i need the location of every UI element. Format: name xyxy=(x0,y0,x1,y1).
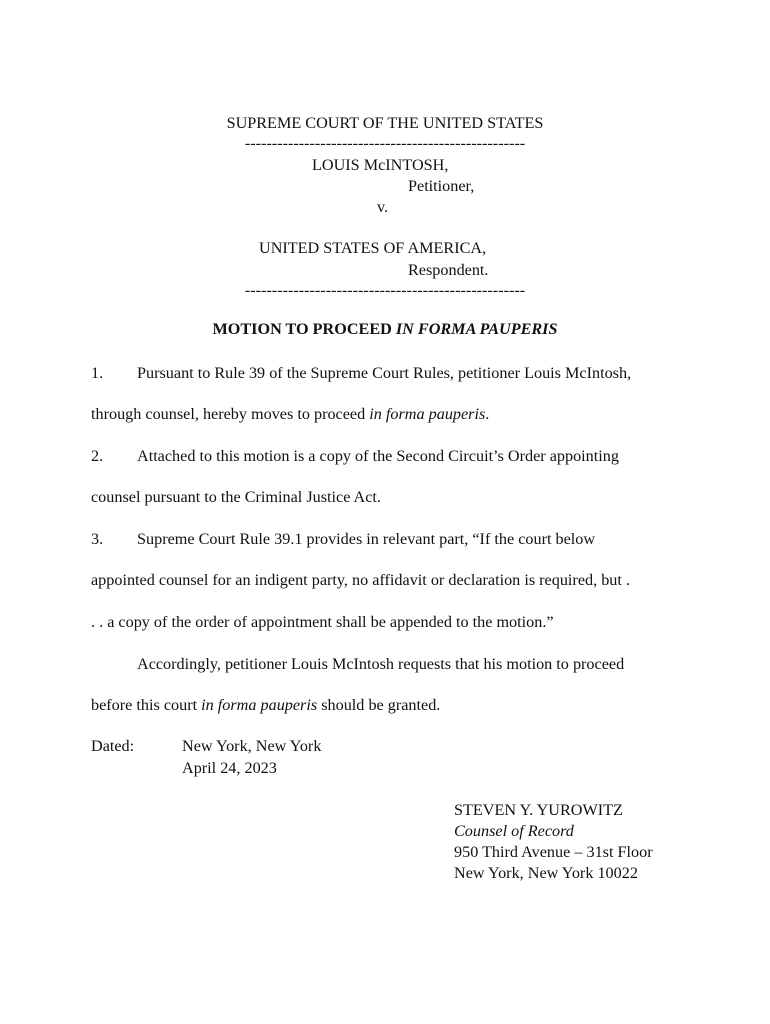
versus: v. xyxy=(377,198,389,216)
paragraph-1-line-2-text: through counsel, hereby moves to proceed xyxy=(91,405,370,423)
paragraph-4-end: should be granted. xyxy=(317,696,441,714)
paragraph-4-line-1: Accordingly, petitioner Louis McIntosh requests that his motion to proceed xyxy=(137,655,625,673)
dated-label: Dated: xyxy=(91,737,135,755)
paragraph-4-line-2 xyxy=(91,697,440,713)
respondent-role: Respondent. xyxy=(408,261,489,279)
paragraph-1-line-2 xyxy=(91,406,489,422)
petitioner-role: Petitioner, xyxy=(408,177,475,195)
respondent-name: UNITED STATES OF AMERICA, xyxy=(259,239,487,257)
paragraph-1-end: . xyxy=(485,405,490,423)
paragraph-2-number: 2. xyxy=(91,447,104,465)
paragraph-4-line-2-text: before this court xyxy=(91,696,202,714)
paragraph-3-line-3: . . a copy of the order of appointment shall be appended to the motion.” xyxy=(91,613,554,631)
paragraph-3-line-1: Supreme Court Rule 39.1 provides in relevant part, “If the court below xyxy=(137,530,596,548)
signer-title: Counsel of Record xyxy=(454,822,574,840)
paragraph-3-line-2: appointed counsel for an indigent party, no affidavit or declaration is required, but . xyxy=(91,571,630,589)
caption-rule-top: ---------------------------------------------------- xyxy=(244,134,526,152)
motion-title-plain: MOTION TO PROCEED xyxy=(212,320,396,338)
paragraph-4-italic: in forma pauperis xyxy=(201,696,318,714)
caption-rule-bottom: ---------------------------------------------------- xyxy=(244,281,526,299)
paragraph-3-number: 3. xyxy=(91,530,104,548)
petitioner-name: LOUIS McINTOSH, xyxy=(312,156,449,174)
signer-name: STEVEN Y. YUROWITZ xyxy=(454,801,623,819)
signer-address-line-1: 950 Third Avenue – 31st Floor xyxy=(454,843,653,861)
court-name: SUPREME COURT OF THE UNITED STATES xyxy=(226,114,544,132)
motion-title xyxy=(0,321,770,337)
paragraph-1-italic: in forma pauperis xyxy=(369,405,486,423)
paragraph-1-number: 1. xyxy=(91,364,104,382)
dated-date: April 24, 2023 xyxy=(182,759,277,777)
motion-title-italic: IN FORMA PAUPERIS xyxy=(395,320,558,338)
paragraph-2-line-2: counsel pursuant to the Criminal Justice Act. xyxy=(91,488,381,506)
signer-address-line-2: New York, New York 10022 xyxy=(454,864,638,882)
paragraph-2-line-1: Attached to this motion is a copy of the Second Circuit’s Order appointing xyxy=(137,447,619,465)
paragraph-1-line-1: Pursuant to Rule 39 of the Supreme Court Rules, petitioner Louis McIntosh, xyxy=(137,364,632,382)
dated-place: New York, New York xyxy=(182,737,322,755)
